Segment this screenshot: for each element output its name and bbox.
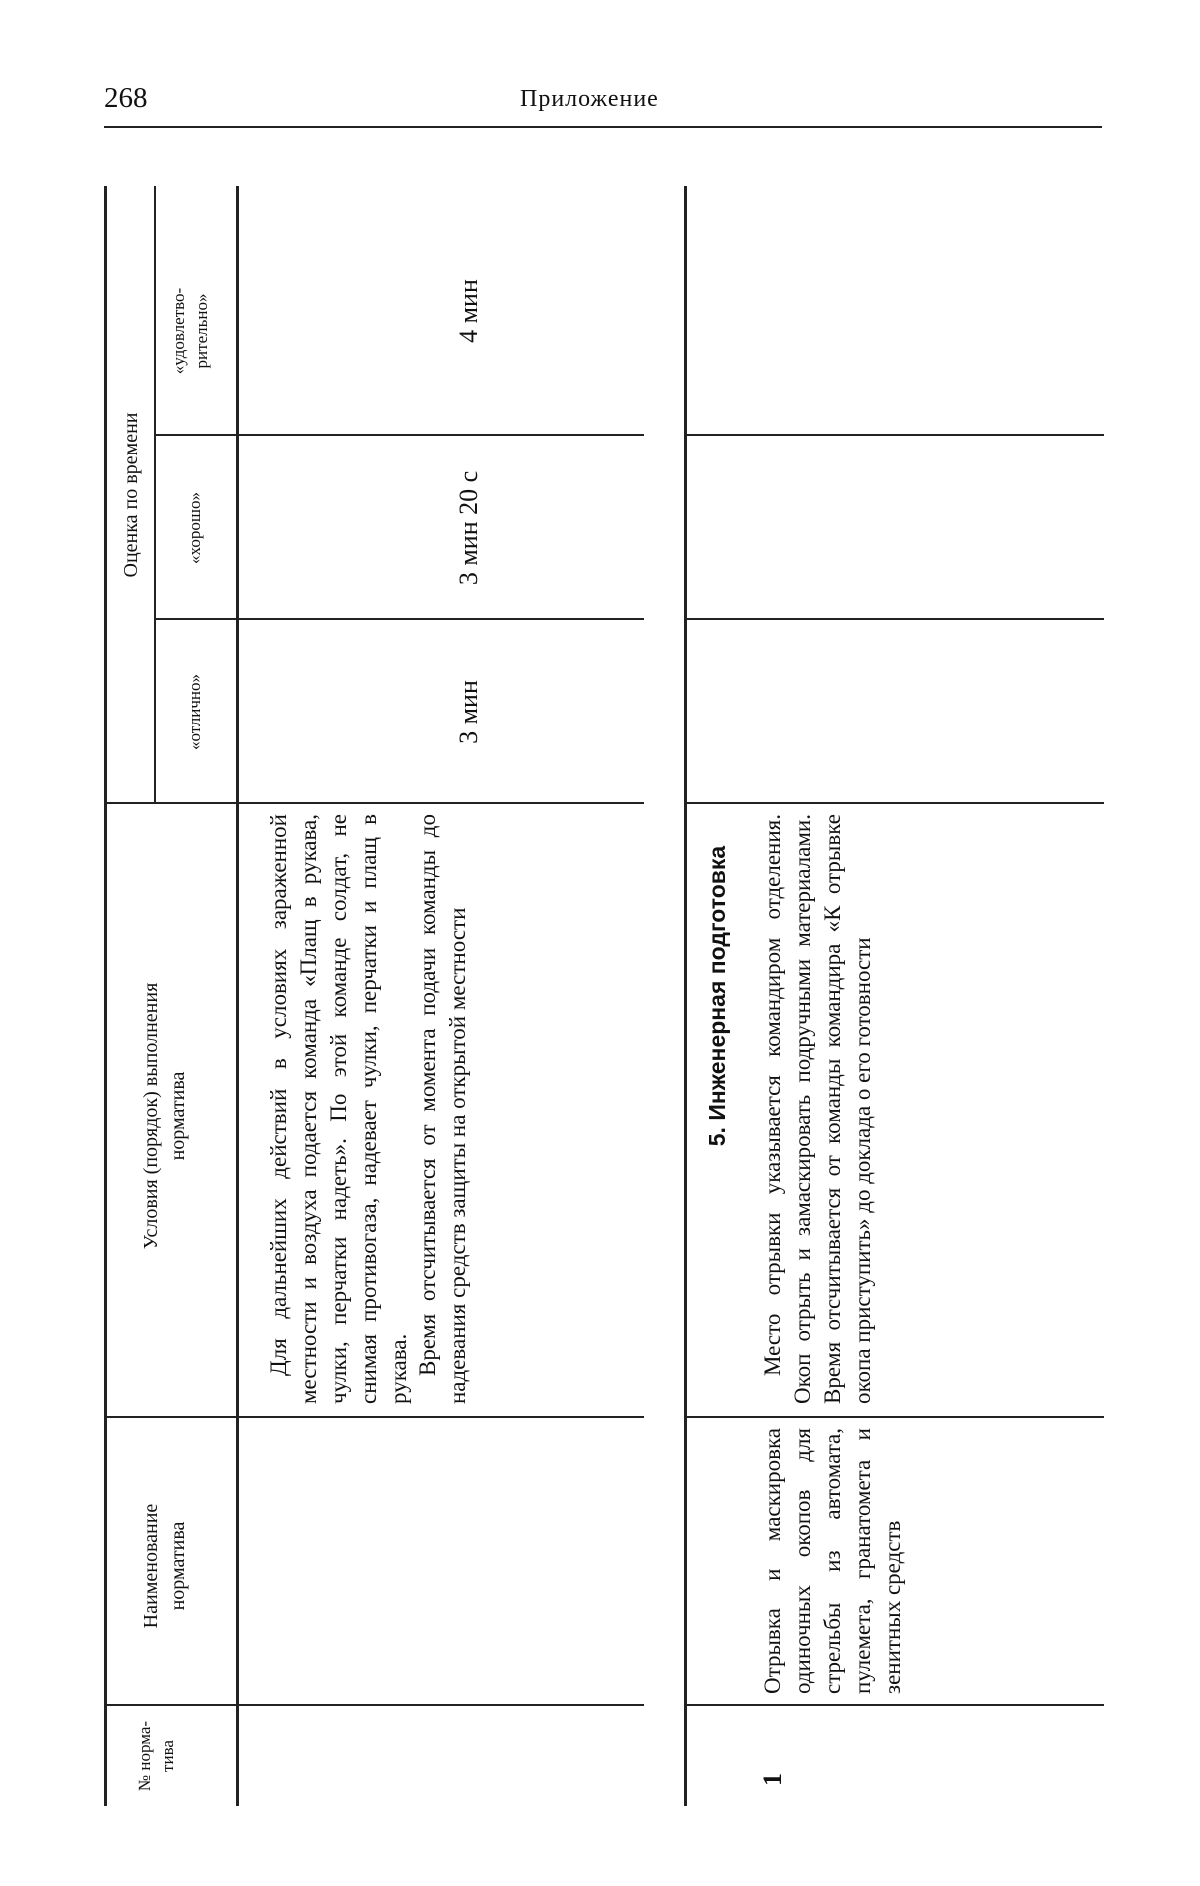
header-conditions: Условия (порядок) выполнения норматива bbox=[140, 982, 189, 1250]
value-satisfactory: 4 мин bbox=[454, 279, 483, 343]
header-excellent: «отлично» bbox=[185, 674, 204, 751]
header-rule bbox=[104, 126, 1102, 128]
conditions-continued bbox=[264, 814, 473, 1404]
col-divider-excellent-2 bbox=[684, 618, 1104, 620]
col-divider-num-2 bbox=[684, 1704, 1104, 1706]
header-good: «хорошо» bbox=[185, 492, 204, 564]
header-num: № норма-тива bbox=[135, 1720, 177, 1792]
col-divider-excellent bbox=[156, 618, 644, 620]
col-divider-num bbox=[104, 1704, 644, 1706]
col-divider-conditions-2 bbox=[684, 802, 1104, 804]
rotated-table bbox=[104, 186, 1104, 1806]
value-good: 3 мин 20 с bbox=[454, 470, 483, 586]
col-divider-name-2 bbox=[684, 1416, 1104, 1418]
header-grade-group: Оценка по времени bbox=[120, 412, 142, 578]
row-1-number: 1 bbox=[758, 1773, 787, 1786]
col-divider-good bbox=[156, 434, 644, 436]
value-excellent: 3 мин bbox=[454, 680, 483, 744]
header-satisfactory: «удовлетво-рительно» bbox=[169, 287, 211, 375]
conditions-paragraph-1: Для дальнейших действий в условиях зараженной местности и воздуха подается команда «Плащ в рукава, чулки, перчатки надеть». По этой команде солдат, не снимая противогаза, надевает чулки, перчатки и плащ в рукава. bbox=[266, 814, 411, 1404]
conditions-paragraph-2: Время отсчитывается от момента подачи команды до надевания средств защиты на открытой местности bbox=[415, 814, 471, 1404]
table-top-rule bbox=[104, 186, 107, 1806]
running-title: Приложение bbox=[520, 86, 659, 112]
row-1-name: Отрывка и маскировка одиночных окопов для стрельбы из автомата, пулемета, гранатомета и зенитных средств bbox=[760, 1428, 905, 1694]
page-number: 268 bbox=[104, 82, 148, 114]
section-title: 5. Инженерная подготовка bbox=[704, 845, 730, 1147]
col-divider-good-2 bbox=[684, 434, 1104, 436]
grade-group-rule bbox=[154, 186, 156, 804]
row-1-conditions: Место отрывки указывается командиром отделения. Окоп отрыть и замаскировать подручными материалами. Время отсчитывается от команды командира «К отрывке окопа приступить» до доклада о его готовности bbox=[760, 814, 875, 1404]
header-bottom-rule bbox=[236, 186, 239, 1806]
header-name: Наименование норматива bbox=[140, 1503, 189, 1629]
row-1-top-rule bbox=[684, 186, 687, 1806]
col-divider-name bbox=[104, 1416, 644, 1418]
